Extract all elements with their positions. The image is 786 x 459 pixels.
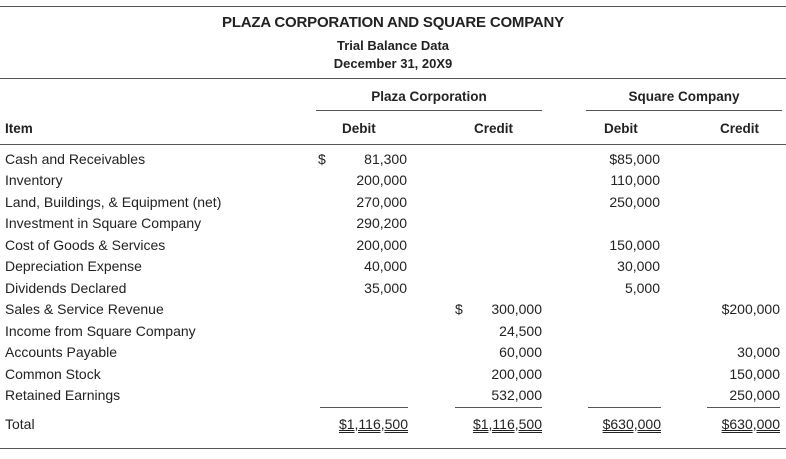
plaza-credit-value: 532,000 (491, 387, 542, 403)
square-debit-value: 150,000 (609, 237, 660, 253)
plaza-debit-value: 35,000 (364, 280, 407, 296)
table-row-label: Accounts Payable (5, 344, 118, 360)
dollar-sign: $ (318, 151, 326, 167)
square-company-header: Square Company (628, 89, 740, 104)
plaza-credit-value: 300,000 (491, 301, 542, 317)
table-row-label: Inventory (5, 172, 63, 188)
square-credit-subtotal-rule (707, 407, 780, 408)
plaza-debit-value: 270,000 (356, 194, 407, 210)
document-date: December 31, 20X9 (333, 56, 453, 71)
table-row-label: Common Stock (5, 366, 101, 382)
square-credit-value: 30,000 (737, 344, 780, 360)
table-row-label: Investment in Square Company (5, 215, 202, 231)
column-header-rule (0, 144, 786, 145)
square-debit-subtotal-rule (588, 407, 661, 408)
square-credit-value: 250,000 (729, 387, 780, 403)
table-row-label: Depreciation Expense (5, 258, 142, 274)
square-credit-value: $200,000 (721, 301, 780, 317)
column-header-square-debit: Debit (604, 121, 638, 136)
plaza-company-header: Plaza Corporation (371, 89, 487, 104)
header-rule (0, 78, 786, 79)
bottom-rule (0, 448, 786, 449)
table-row-label: Sales & Service Revenue (5, 301, 164, 317)
square-credit-value: 150,000 (729, 366, 780, 382)
plaza-debit-subtotal-rule (320, 407, 408, 408)
document-title: PLAZA CORPORATION AND SQUARE COMPANY (222, 14, 564, 31)
plaza-credit-subtotal-rule (455, 407, 542, 408)
square-debit-total: $630,000 (602, 416, 661, 432)
column-header-square-credit: Credit (720, 121, 760, 136)
plaza-credit-value: 200,000 (491, 366, 542, 382)
square-debit-value: 5,000 (624, 280, 660, 296)
plaza-debit-value: 40,000 (364, 258, 407, 274)
top-rule (0, 6, 786, 7)
square-credit-total: $630,000 (721, 416, 780, 432)
table-row-label: Retained Earnings (5, 387, 121, 403)
table-row-label: Income from Square Company (5, 323, 196, 339)
square-debit-value: $85,000 (609, 151, 660, 167)
dollar-sign: $ (455, 301, 463, 317)
plaza-debit-value: 200,000 (356, 237, 407, 253)
column-header-plaza-debit: Debit (342, 121, 376, 136)
table-row-label: Dividends Declared (5, 280, 127, 296)
plaza-credit-total: $1,116,500 (472, 416, 542, 432)
document-subtitle: Trial Balance Data (337, 38, 449, 53)
plaza-debit-total: $1,116,500 (338, 416, 408, 432)
table-row-label: Cash and Receivables (5, 151, 146, 167)
plaza-credit-value: 24,500 (499, 323, 542, 339)
column-header-item: Item (5, 121, 33, 136)
table-row-label: Cost of Goods & Services (5, 237, 166, 253)
plaza-debit-value: 81,300 (364, 151, 407, 167)
square-debit-value: 30,000 (617, 258, 660, 274)
table-row-label: Land, Buildings, & Equipment (net) (5, 194, 222, 210)
column-header-plaza-credit: Credit (474, 121, 514, 136)
square-debit-value: 110,000 (610, 172, 660, 188)
plaza-credit-value: 60,000 (499, 344, 542, 360)
square-header-underline (586, 110, 782, 111)
square-debit-value: 250,000 (609, 194, 660, 210)
plaza-header-underline (316, 110, 542, 111)
plaza-debit-value: 290,200 (356, 215, 407, 231)
total-label: Total (5, 416, 35, 432)
plaza-debit-value: 200,000 (356, 172, 407, 188)
